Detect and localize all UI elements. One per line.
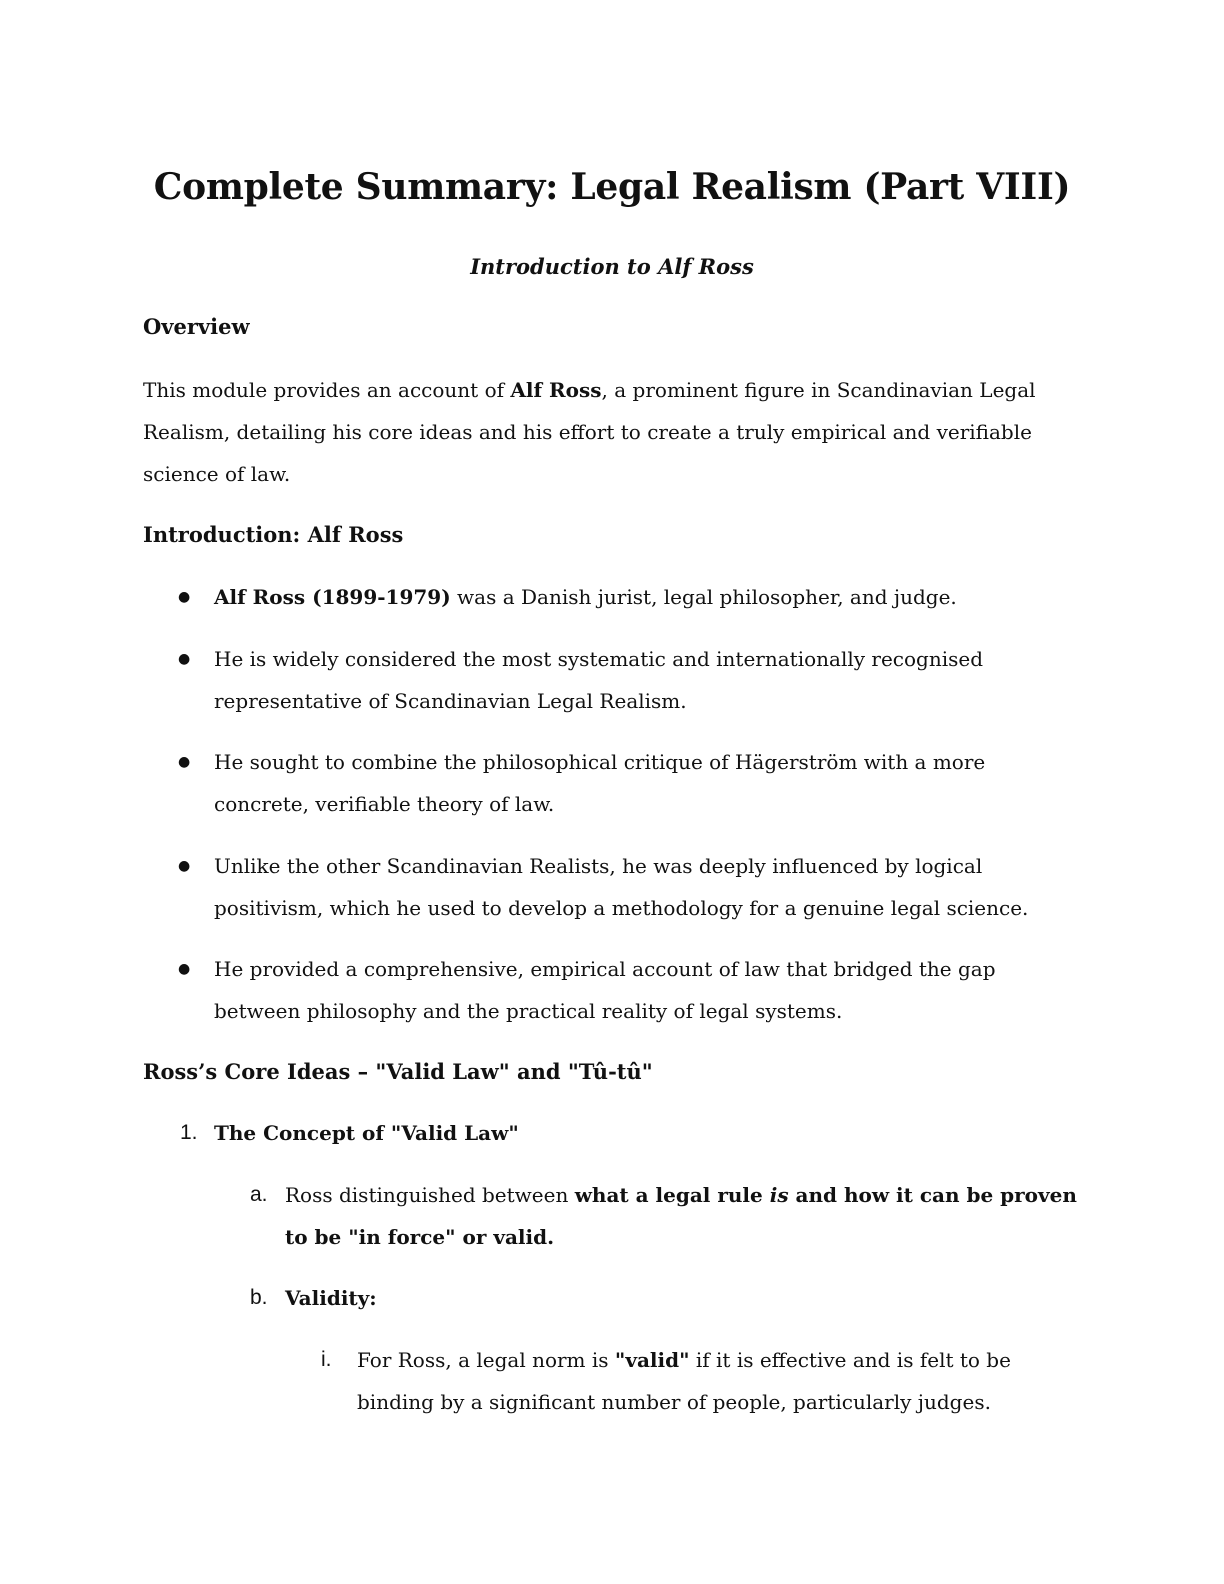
intro-bullet-4-line-1: Unlike the other Scandinavian Realists, he was deeply influenced by logical: [214, 854, 983, 878]
numbered-marker: 1.: [180, 1121, 198, 1144]
bullet-icon: ●: [178, 961, 191, 977]
letter-marker-a: a.: [250, 1183, 268, 1206]
sub-i-line-1: [357, 1345, 1011, 1375]
overview-text: This module provides an account of: [143, 378, 511, 402]
validity-label: Validity:: [285, 1286, 377, 1310]
overview-bold-name: Alf Ross: [510, 378, 602, 402]
bullet-icon: ●: [178, 858, 191, 874]
sub-a-bold: and how it can be proven: [788, 1183, 1077, 1207]
roman-marker-i: i.: [321, 1348, 332, 1371]
overview-heading: Overview: [143, 314, 250, 339]
core-ideas-heading: Ross’s Core Ideas – "Valid Law" and "Tû-tû": [143, 1059, 653, 1084]
sub-a-bold: what a legal rule: [574, 1183, 770, 1207]
page-title: Complete Summary: Legal Realism (Part VIII): [153, 166, 1071, 208]
sub-i-bold: "valid": [614, 1348, 690, 1372]
intro-bullet-5-line-1: He provided a comprehensive, empirical account of law that bridged the gap: [214, 957, 996, 981]
sub-a-line-1: [285, 1180, 1077, 1210]
page-subtitle: Introduction to Alf Ross: [470, 254, 754, 279]
sub-i-line-2: binding by a significant number of people, particularly judges.: [357, 1390, 991, 1414]
overview-paragraph: [143, 369, 1036, 495]
overview-line-1: [143, 369, 1036, 411]
intro-bullet-2-line-1: He is widely considered the most systematic and internationally recognised: [214, 647, 984, 671]
sub-a-line-2: to be "in force" or valid.: [285, 1225, 555, 1249]
sub-i-text: For Ross, a legal norm is: [357, 1348, 615, 1372]
intro-bullet-1-text: was a Danish jurist, legal philosopher, and judge.: [450, 585, 957, 609]
intro-bullet-2-line-2: representative of Scandinavian Legal Realism.: [214, 689, 687, 713]
sub-a-italic: is: [769, 1183, 789, 1207]
bullet-icon: ●: [178, 754, 191, 770]
intro-bullet-3-line-1: He sought to combine the philosophical critique of Hägerström with a more: [214, 750, 986, 774]
valid-law-label: The Concept of "Valid Law": [214, 1121, 519, 1145]
sub-a-text: Ross distinguished between: [285, 1183, 575, 1207]
bullet-icon: ●: [178, 589, 191, 605]
overview-text: , a prominent figure in Scandinavian Legal: [601, 378, 1036, 402]
letter-marker-b: b.: [250, 1286, 268, 1309]
intro-bullet-3-line-2: concrete, verifiable theory of law.: [214, 792, 555, 816]
overview-line-2: Realism, detailing his core ideas and his effort to create a truly empirical and verifiable: [143, 420, 1032, 444]
intro-bullet-1: [214, 582, 957, 612]
bullet-icon: ●: [178, 651, 191, 667]
intro-bullet-5-line-2: between philosophy and the practical reality of legal systems.: [214, 999, 843, 1023]
overview-line-3: science of law.: [143, 462, 291, 486]
sub-i-text: if it is effective and is felt to be: [689, 1348, 1011, 1372]
introduction-heading: Introduction: Alf Ross: [143, 522, 404, 547]
intro-bullet-4-line-2: positivism, which he used to develop a methodology for a genuine legal science.: [214, 896, 1029, 920]
intro-bullet-1-bold: Alf Ross (1899-1979): [214, 585, 451, 609]
